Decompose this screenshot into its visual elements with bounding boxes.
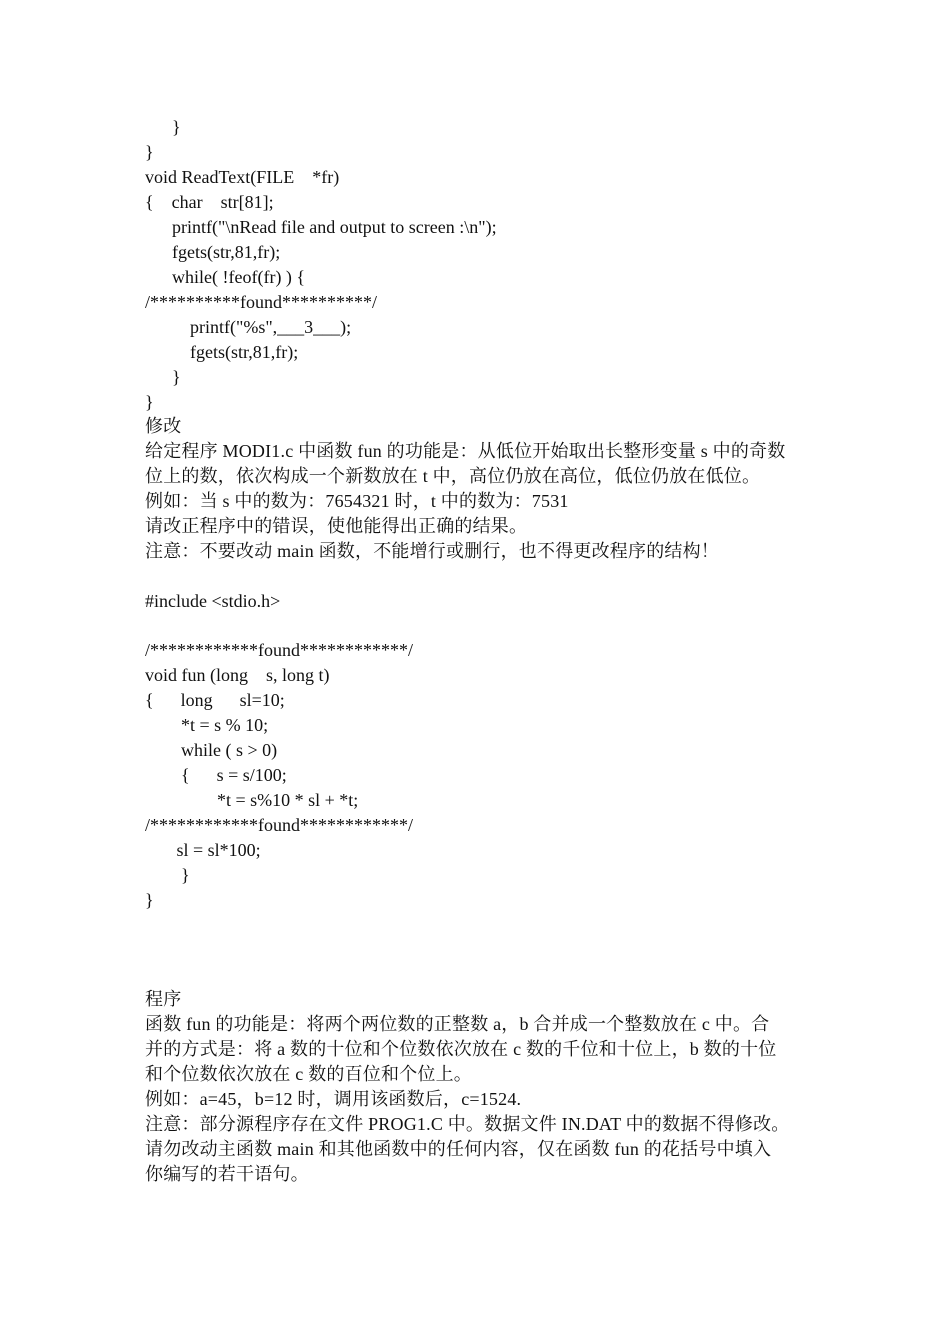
code-line: *t = s%10 * sl + *t; xyxy=(145,790,359,810)
section-heading-program: 程序 xyxy=(145,989,182,1009)
code-line: { long sl=10; xyxy=(145,690,285,710)
code-line: fgets(str,81,fr); xyxy=(145,342,299,362)
code-line: { s = s/100; xyxy=(145,765,287,785)
code-line: { char str[81]; xyxy=(145,192,274,212)
paragraph-line: 请改正程序中的错误，使他能得出正确的结果。 xyxy=(145,516,528,536)
code-line: sl = sl*100; xyxy=(145,840,261,860)
code-line: printf("\nRead file and output to screen :\n"); xyxy=(145,217,497,237)
code-line: } xyxy=(145,890,154,910)
code-line: while( !feof(fr) ) { xyxy=(145,267,306,287)
code-line: } xyxy=(145,117,181,137)
paragraph-line: 请勿改动主函数 main 和其他函数中的任何内容，仅在函数 fun 的花括号中填入 xyxy=(145,1139,772,1159)
paragraph-line: 你编写的若干语句。 xyxy=(145,1164,309,1184)
section-heading-modify: 修改 xyxy=(145,416,182,436)
paragraph-line: 例如：当 s 中的数为：7654321 时，t 中的数为：7531 xyxy=(145,491,569,511)
paragraph-line: 例如：a=45，b=12 时，调用该函数后，c=1524. xyxy=(145,1089,522,1109)
code-include: #include <stdio.h> xyxy=(145,591,281,611)
paragraph-line: 给定程序 MODI1.c 中函数 fun 的功能是：从低位开始取出长整形变量 s 中的奇数 xyxy=(145,441,786,461)
code-line: fgets(str,81,fr); xyxy=(145,242,281,262)
code-line: printf("%s",___3___); xyxy=(145,317,352,337)
code-line: } xyxy=(145,865,190,885)
code-comment-found: /**********found**********/ xyxy=(145,292,377,312)
paragraph-line: 并的方式是：将 a 数的十位和个位数依次放在 c 数的千位和十位上，b 数的十位 xyxy=(145,1039,777,1059)
code-comment-found: /************found************/ xyxy=(145,815,413,835)
paragraph-line: 和个位数依次放在 c 数的百位和个位上。 xyxy=(145,1064,472,1084)
code-line: void ReadText(FILE *fr) xyxy=(145,167,340,187)
code-line: *t = s % 10; xyxy=(145,715,269,735)
code-line: } xyxy=(145,392,154,412)
paragraph-line: 位上的数，依次构成一个新数放在 t 中，高位仍放在高位，低位仍放在低位。 xyxy=(145,466,761,486)
code-line: void fun (long s, long t) xyxy=(145,665,330,685)
code-comment-found: /************found************/ xyxy=(145,640,413,660)
code-line: } xyxy=(145,142,154,162)
paragraph-line: 注意：不要改动 main 函数，不能增行或删行，也不得更改程序的结构！ xyxy=(145,541,719,561)
code-line: } xyxy=(145,367,181,387)
paragraph-line: 函数 fun 的功能是：将两个两位数的正整数 a，b 合并成一个整数放在 c 中。合 xyxy=(145,1014,770,1034)
paragraph-line: 注意：部分源程序存在文件 PROG1.C 中。数据文件 IN.DAT 中的数据不得修改。 xyxy=(145,1114,790,1134)
code-line: while ( s > 0) xyxy=(145,740,278,760)
